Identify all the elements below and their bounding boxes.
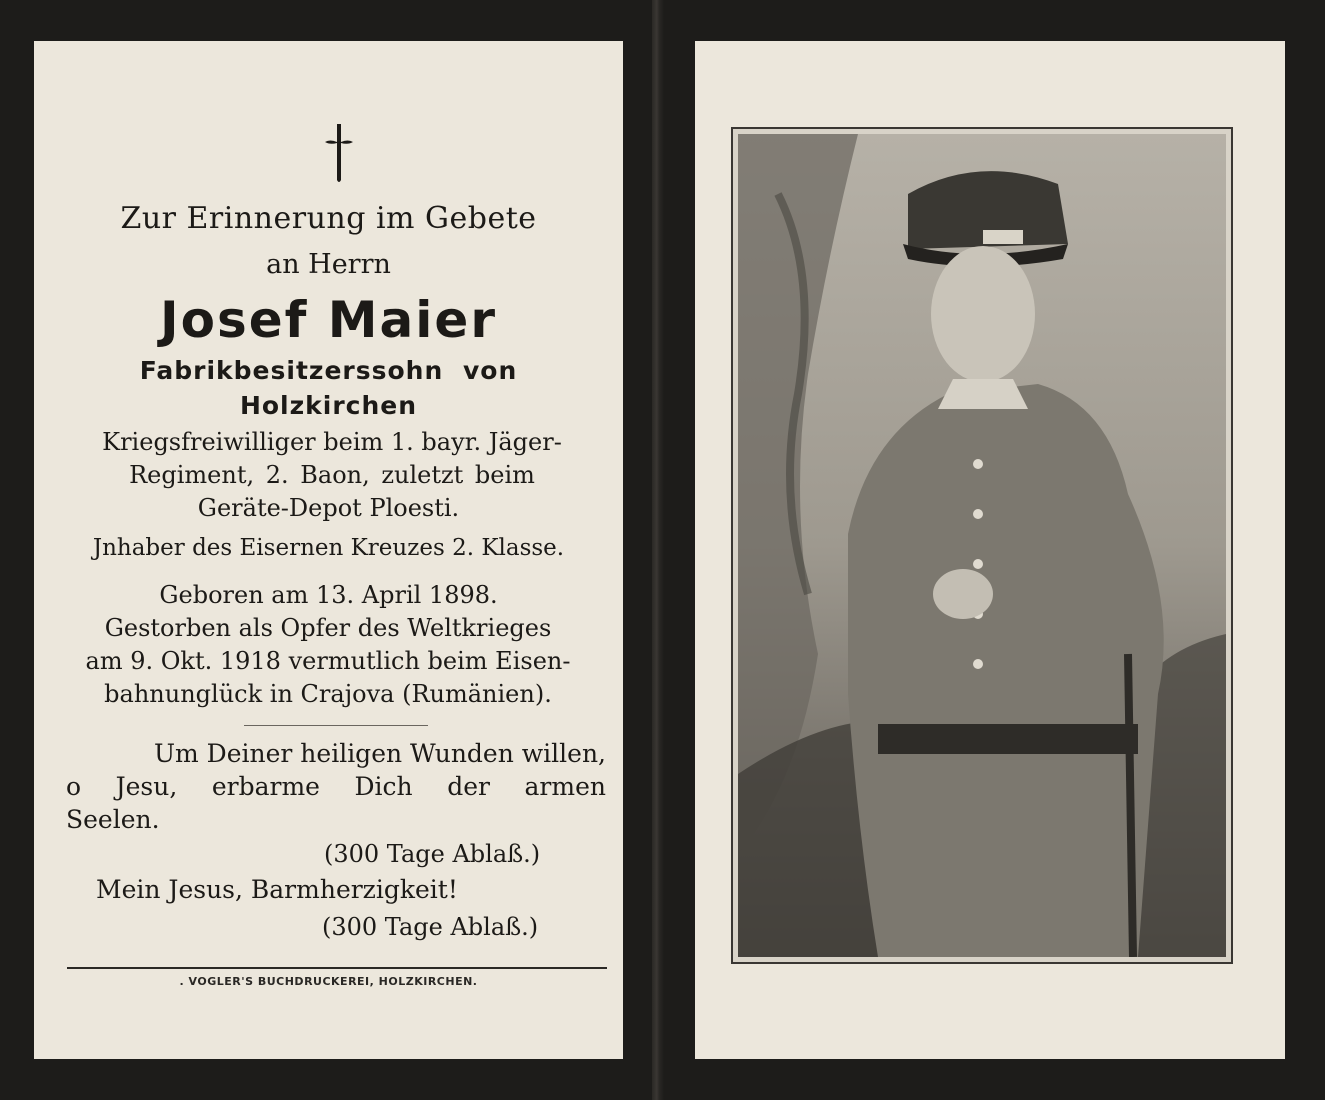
cross-icon <box>324 122 354 184</box>
military-line-3: Geräte-Depot Ploesti. <box>197 494 460 522</box>
death-line-3: bahnunglück in Crajova (Rumänien). <box>104 680 552 708</box>
prayer-word: der <box>447 772 490 801</box>
prayer-1-line-2 <box>66 772 606 801</box>
heading-line-1: Zur Erinnerung im Gebete <box>120 201 537 236</box>
prayer-1-line-3: Seelen. <box>66 805 160 834</box>
occupation-line-1: Fabrikbesitzerssohn von <box>139 356 518 385</box>
prayer-word: armen <box>524 772 606 801</box>
occupation-line-2: Holzkirchen <box>239 391 418 420</box>
award-line: Jnhaber des Eisernen Kreuzes 2. Klasse. <box>92 535 565 561</box>
printer-credit: . VOGLER'S BUCHDRUCKEREI, HOLZKIRCHEN. <box>179 975 478 988</box>
card-fold <box>652 0 664 1100</box>
prayer-word: Dich <box>354 772 413 801</box>
photo-frame <box>731 127 1233 964</box>
military-line-1: Kriegsfreiwilliger beim 1. bayr. Jäger- <box>102 428 562 456</box>
indulgence-1: (300 Tage Ablaß.) <box>324 840 541 868</box>
footer-rule <box>67 967 607 969</box>
prayer-1-line-1: Um Deiner heiligen Wunden willen, <box>153 739 606 768</box>
death-line-1: Gestorben als Opfer des Weltkrieges <box>104 614 552 642</box>
prayer-2: Mein Jesus, Barmherzigkeit! <box>96 875 458 904</box>
prayer-word: Jesu, <box>115 772 178 801</box>
military-line-2: Regiment, 2. Baon, zuletzt beim <box>129 461 535 489</box>
portrait-illustration <box>738 134 1226 957</box>
text-panel <box>34 41 623 1059</box>
prayer-word: erbarme <box>211 772 320 801</box>
soldier-portrait <box>738 134 1226 957</box>
prayer-word: o <box>66 772 82 801</box>
death-line-2: am 9. Okt. 1918 vermutlich beim Eisen- <box>85 647 571 675</box>
birth-line: Geboren am 13. April 1898. <box>159 581 498 609</box>
separator-rule <box>244 725 428 726</box>
indulgence-2: (300 Tage Ablaß.) <box>322 913 539 941</box>
deceased-name: Josef Maier <box>160 291 497 349</box>
heading-line-2: an Herrn <box>266 249 391 280</box>
photo-panel <box>695 41 1285 1059</box>
